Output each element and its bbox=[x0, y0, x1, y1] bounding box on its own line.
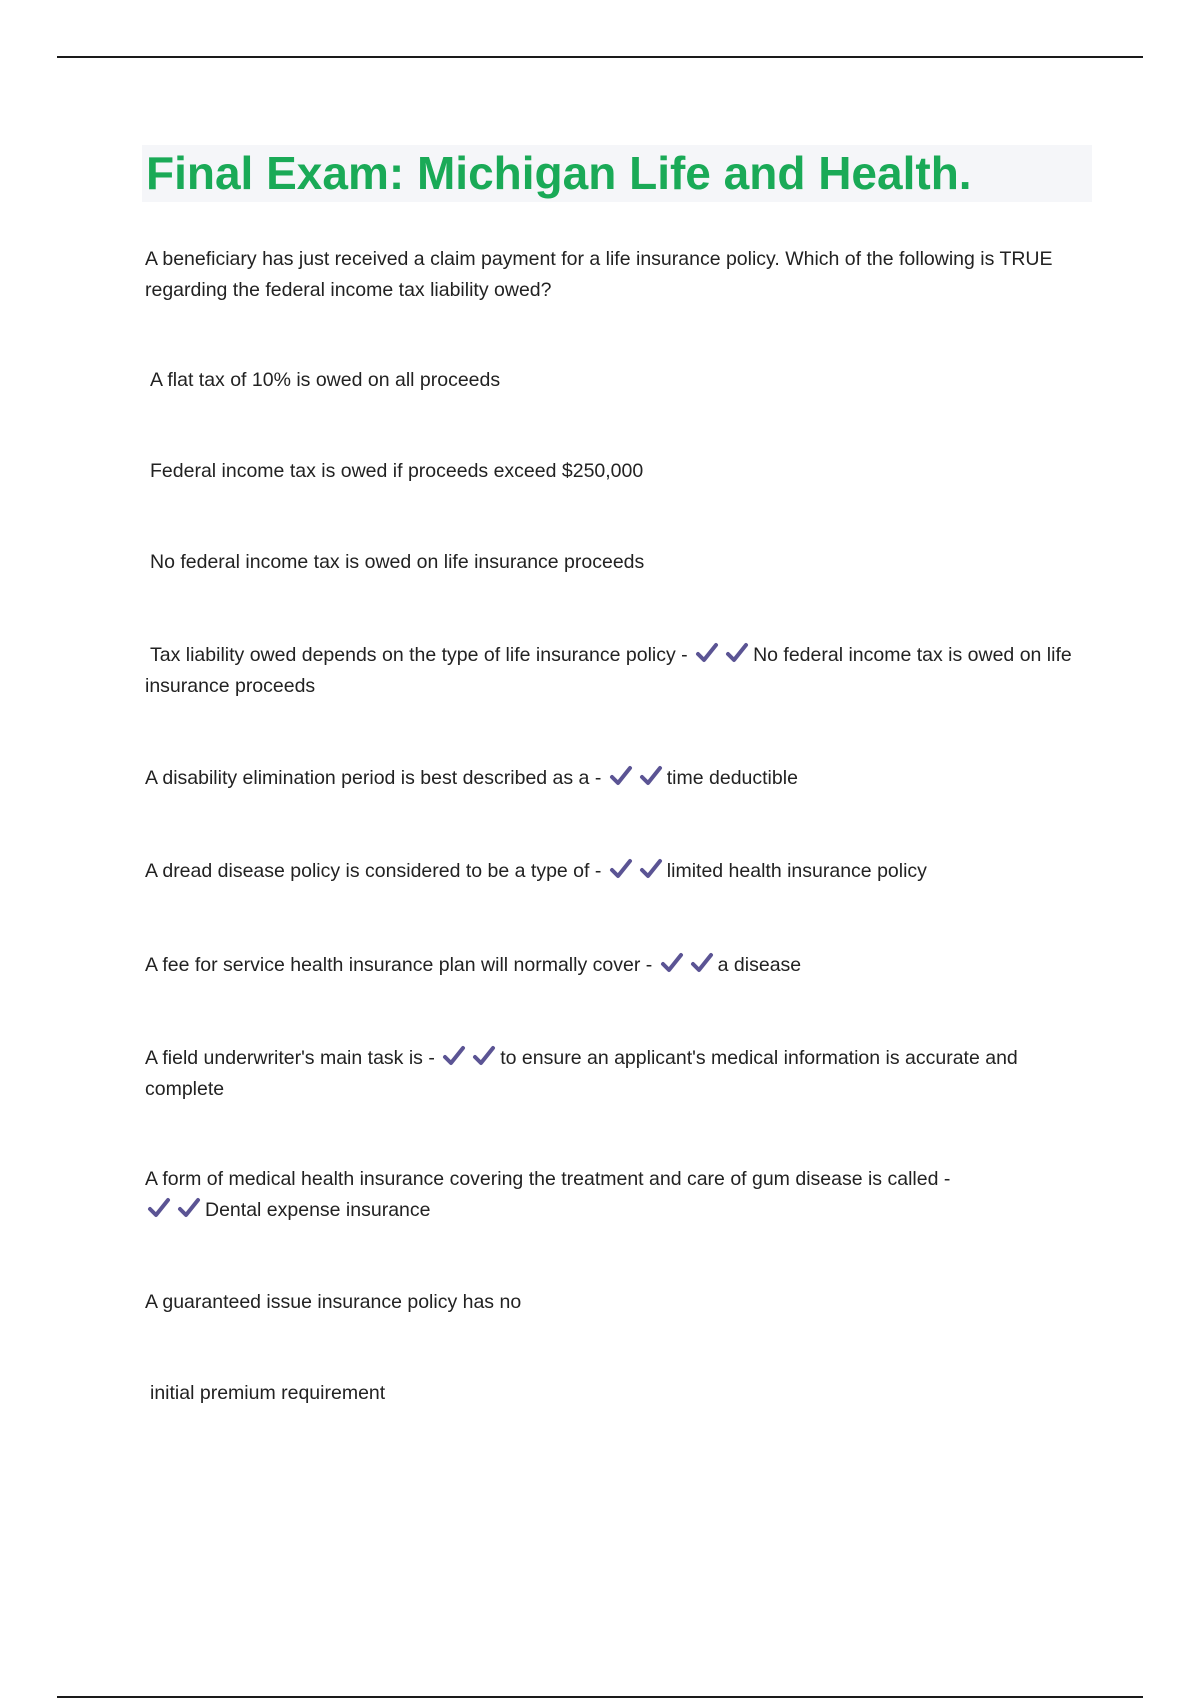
answer-4: a disease bbox=[717, 954, 802, 976]
qa-1-answer-line bbox=[145, 640, 1095, 702]
question-1: A beneficiary has just received a claim payment for a life insurance policy. Which of the following is TRUE regarding the federal income tax liability owed? bbox=[145, 248, 1053, 301]
check-mark-icon bbox=[609, 858, 634, 880]
question-7: A guaranteed issue insurance policy has no bbox=[145, 1291, 522, 1313]
answer-7: initial premium requirement bbox=[150, 1382, 386, 1404]
check-mark-icon bbox=[725, 642, 750, 664]
answer-1: No federal income tax is owed on life insurance proceeds bbox=[145, 644, 1072, 697]
check-mark-icon bbox=[147, 1197, 172, 1219]
check-mark-icon bbox=[177, 1197, 202, 1219]
option-1c: No federal income tax is owed on life insurance proceeds bbox=[150, 551, 645, 573]
check-mark-icon bbox=[695, 642, 720, 664]
check-mark-icon bbox=[609, 765, 634, 787]
qa-6 bbox=[145, 1164, 1095, 1226]
qa-2 bbox=[145, 763, 1095, 794]
check-mark-icon bbox=[639, 858, 664, 880]
check-mark-icon bbox=[660, 952, 685, 974]
check-mark-icon bbox=[442, 1045, 467, 1067]
question-6: A form of medical health insurance covering the treatment and care of gum disease is called - bbox=[145, 1168, 951, 1190]
qa-5 bbox=[145, 1043, 1095, 1105]
option-1d: Tax liability owed depends on the type of life insurance policy - bbox=[150, 644, 688, 666]
qa-3 bbox=[145, 856, 1095, 887]
question-3: A dread disease policy is considered to be a type of - bbox=[145, 860, 602, 882]
option-1b: Federal income tax is owed if proceeds exceed $250,000 bbox=[150, 460, 644, 482]
top-rule bbox=[57, 56, 1143, 58]
answer-2: time deductible bbox=[666, 767, 798, 789]
qa-4 bbox=[145, 950, 1095, 981]
question-4: A fee for service health insurance plan will normally cover - bbox=[145, 954, 653, 976]
check-mark-icon bbox=[472, 1045, 497, 1067]
option-1a: A flat tax of 10% is owed on all proceeds bbox=[150, 369, 501, 391]
answer-6: Dental expense insurance bbox=[205, 1199, 431, 1221]
answer-3: limited health insurance policy bbox=[666, 860, 927, 882]
page-title: Final Exam: Michigan Life and Health. bbox=[146, 147, 972, 199]
answer-5: to ensure an applicant's medical information is accurate and complete bbox=[145, 1047, 1018, 1100]
bottom-rule bbox=[57, 1696, 1143, 1698]
check-mark-icon bbox=[690, 952, 715, 974]
question-2: A disability elimination period is best described as a - bbox=[145, 767, 602, 789]
question-5: A field underwriter's main task is - bbox=[145, 1047, 435, 1069]
check-mark-icon bbox=[639, 765, 664, 787]
